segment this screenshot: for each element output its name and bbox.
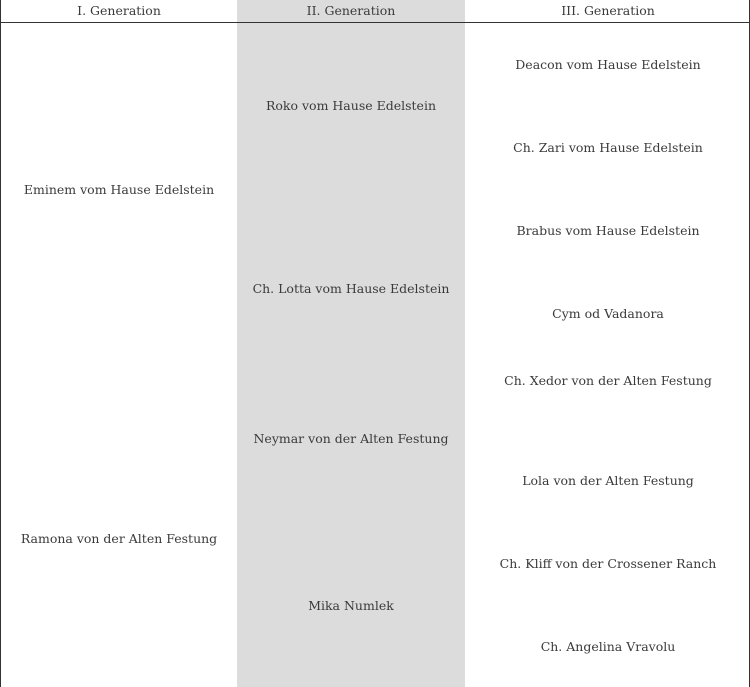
ancestor-name-gen3[interactable]: Lola von der Alten Festung [522, 473, 694, 488]
ancestor-name-gen3[interactable]: Ch. Angelina Vravolu [540, 639, 676, 654]
header-generation-1: I. Generation [77, 3, 161, 18]
generation-1-column [1, 0, 237, 687]
ancestor-name-gen1-sire[interactable]: Eminem vom Hause Edelstein [23, 182, 215, 197]
ancestor-name-gen2[interactable]: Mika Numlek [308, 598, 394, 613]
generation-3-column [465, 0, 750, 687]
ancestor-name-gen2[interactable]: Neymar von der Alten Festung [253, 431, 449, 446]
ancestor-name-gen3[interactable]: Ch. Zari vom Hause Edelstein [513, 140, 703, 155]
header-generation-3: III. Generation [561, 3, 655, 18]
ancestor-name-gen1-dam[interactable]: Ramona von der Alten Festung [20, 531, 218, 546]
ancestor-name-gen3[interactable]: Brabus vom Hause Edelstein [516, 223, 700, 238]
ancestor-name-gen3[interactable]: Ch. Kliff von der Crossener Ranch [499, 556, 717, 571]
header-generation-2: II. Generation [306, 3, 396, 18]
ancestor-name-gen3[interactable]: Cym od Vadanora [552, 306, 664, 321]
ancestor-name-gen2[interactable]: Roko vom Hause Edelstein [265, 98, 437, 113]
generation-2-column [237, 0, 465, 687]
ancestor-name-gen3[interactable]: Deacon vom Hause Edelstein [515, 57, 701, 72]
ancestor-name-gen2[interactable]: Ch. Lotta vom Hause Edelstein [252, 281, 450, 296]
header-row [1, 0, 749, 23]
ancestor-name-gen3[interactable]: Ch. Xedor von der Alten Festung [504, 373, 712, 388]
